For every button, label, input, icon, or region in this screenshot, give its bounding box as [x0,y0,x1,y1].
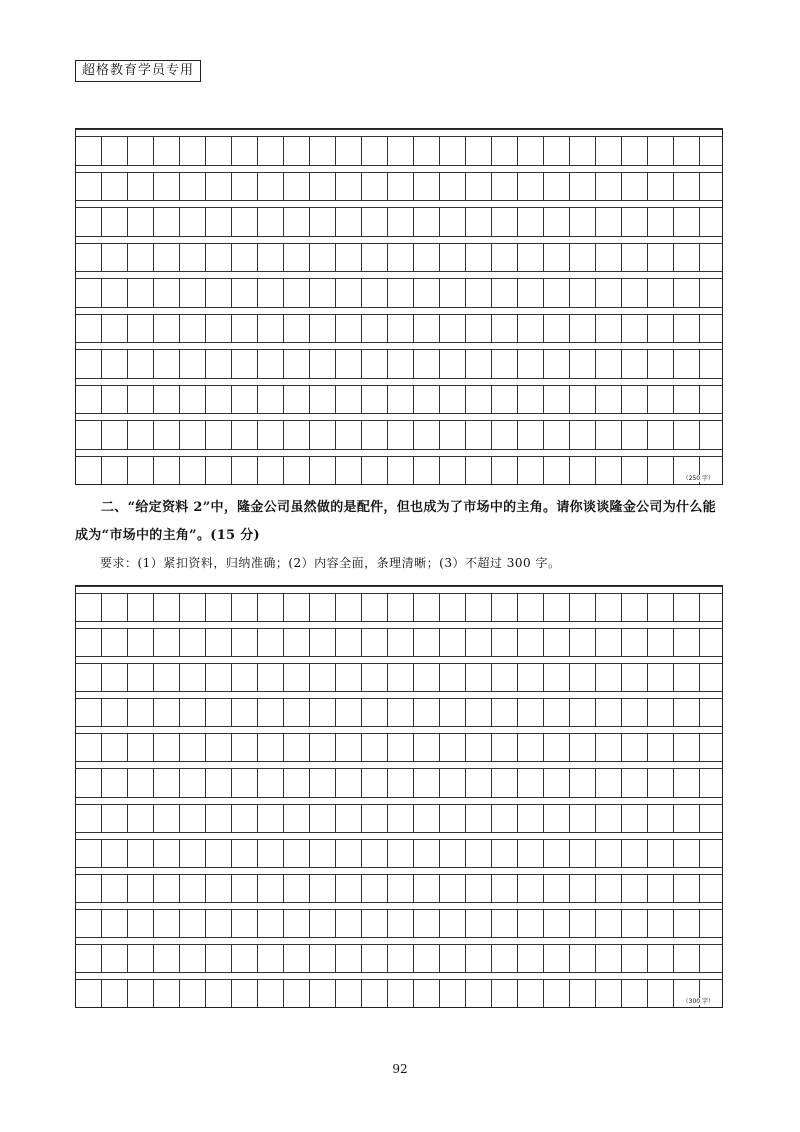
row-separator [76,832,722,840]
row-separator [76,342,722,350]
row-separator [76,621,722,629]
header-tag: 超格教育学员专用 [75,60,201,82]
row-separator [76,726,722,734]
answer-grid-250[interactable] [75,128,723,485]
row-separator [76,586,722,594]
row-separator [76,271,722,279]
row-separator [76,797,722,805]
row-separator [76,165,722,173]
row-separator [76,378,722,386]
row-separator [76,761,722,769]
question-requirement: 要求：(1）紧扣资料，归纳准确；(2）内容全面，条理清晰；(3）不超过 300 字。 [100,556,561,570]
page-number: 92 [392,1062,408,1076]
row-separator [76,867,722,875]
answer-grid-300[interactable] [75,585,723,1008]
row-separator [76,691,722,699]
row-separator [76,413,722,421]
row-separator [76,236,722,244]
word-count-label: （250 字） [682,475,714,482]
question-body: 二、“给定资料 2”中，隆金公司虽然做的是配件，但也成为了市场中的主角。请你谈谈隆金公司为什么能成为“市场中的主角”。(15 分) [75,500,716,543]
row-separator [76,449,722,457]
question-text [75,494,725,550]
row-separator [76,972,722,980]
word-count-label: （300 字） [682,998,714,1005]
row-separator [76,200,722,208]
row-separator [76,937,722,945]
row-separator [76,902,722,910]
row-separator [76,129,722,137]
row-separator [76,307,722,315]
row-separator [76,656,722,664]
